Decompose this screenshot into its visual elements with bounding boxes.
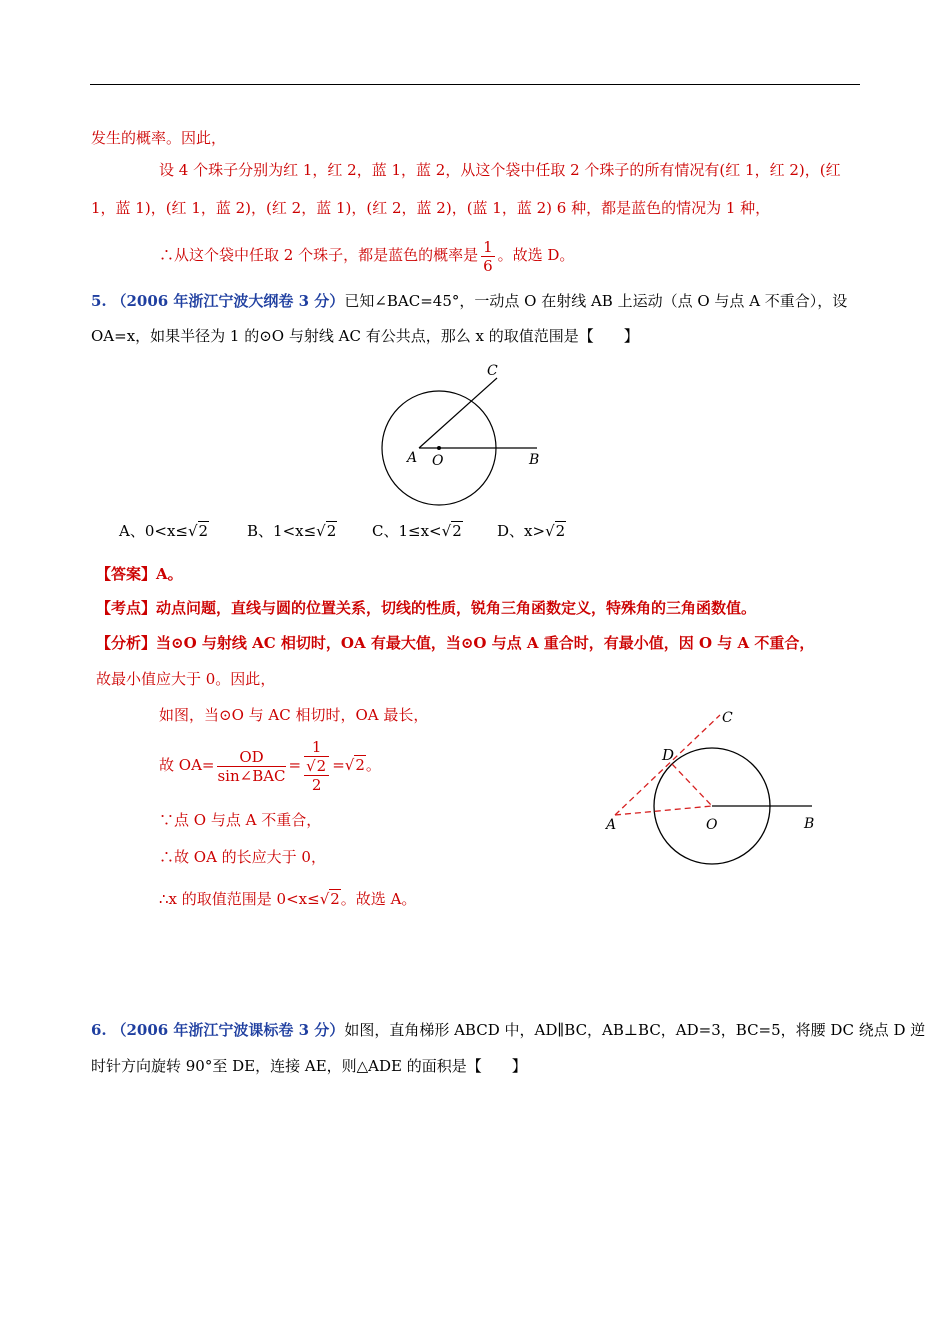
label-a: A (606, 817, 617, 833)
option-a-key: A、 (119, 522, 145, 540)
center-point (437, 446, 441, 450)
option-b[interactable] (247, 521, 337, 541)
solution-oa-label: 故 OA= (159, 756, 215, 774)
solution-range: ∴x 的取值范围是 0<x≤ (159, 890, 320, 908)
label-b: B (529, 452, 540, 468)
prev-line-4 (159, 236, 574, 275)
ray-ac (419, 378, 497, 448)
q5-text-1: 已知∠BAC=45°，一动点 O 在射线 AB 上运动（点 O 与点 A 不重合），设 (344, 292, 848, 310)
label-a: A (407, 450, 418, 466)
solution-line-4: ∴故 OA 的长应大于 0， (159, 848, 326, 866)
prev-line-3: 1，蓝 1)，(红 1，蓝 2)，(红 2，蓝 1)，(红 2，蓝 2)，(蓝 1，蓝 2) 6 种，都是蓝色的情况为 1 种， (91, 199, 771, 217)
q6-line-2: 时针方向旋转 90°至 DE，连接 AE，则△ADE 的面积是【 】 (91, 1057, 527, 1075)
ray-ac-dashed (615, 715, 720, 815)
option-c[interactable] (372, 521, 463, 541)
fraction-numerator: 1 (483, 237, 493, 256)
answer-line (96, 564, 183, 584)
sqrt: √2 (319, 890, 340, 908)
option-c-text: 1≤x< (398, 522, 442, 540)
prev-line-1: 发生的概率。因此， (91, 129, 227, 147)
option-b-key: B、 (247, 522, 274, 540)
prev-line-2: 设 4 个珠子分别为红 1，红 2，蓝 1，蓝 2，从这个袋中任取 2 个珠子的所有情况有(红 1，红 2)，(红 (159, 161, 841, 179)
option-d-key: D、 (497, 522, 525, 540)
label-c: C (722, 710, 733, 726)
label-o: O (432, 453, 444, 469)
option-d[interactable] (497, 521, 566, 541)
sqrt: √2 (441, 522, 462, 540)
fenxi-line-2: 故最小值应大于 0。因此， (96, 670, 276, 688)
one-over-half-root-fraction: $\frac{1}{\frac{√2}{2}}$ (304, 738, 329, 794)
label-o: O (706, 817, 718, 833)
q6-text-1: 如图，直角梯形 ABCD 中，AD∥BC，AB⊥BC，AD=3，BC=5，将腰 DC 绕点 D 逆 (344, 1021, 926, 1039)
answer-label: 【答案】 (96, 565, 157, 583)
q6-line-1 (91, 1020, 925, 1040)
option-a-text: 0<x≤ (144, 522, 188, 540)
sqrt: √2 (545, 522, 566, 540)
option-d-text: x> (524, 522, 546, 540)
label-c: C (487, 363, 498, 379)
solution-conclusion: 。故选 A。 (340, 890, 417, 908)
solution-line-2: 故 OA= $\frac{OD}{\text{sin∠BAC}}$ = $\frac{1}{\frac{√2}{2}}$ =√2。 (159, 732, 381, 798)
option-c-key: C、 (372, 522, 399, 540)
answer-value: A。 (156, 565, 183, 583)
sqrt: √2 (187, 522, 209, 540)
prev-line-4-text: ∴从这个袋中任取 2 个珠子，都是蓝色的概率是 (159, 246, 479, 264)
q5-figure (370, 358, 560, 514)
solution-figure (598, 700, 828, 880)
radius-od-dashed (672, 764, 712, 806)
sqrt: √2 (316, 522, 337, 540)
od-over-sin-fraction: $\frac{OD}{\text{sin∠BAC}}$ (217, 747, 286, 785)
segment-ao-dashed (615, 806, 712, 815)
fraction-denominator: 6 (483, 256, 493, 275)
option-a[interactable] (119, 521, 209, 541)
solution-line-5 (159, 889, 416, 909)
option-b-text: 1<x≤ (273, 522, 317, 540)
q5-number: 5. (91, 292, 107, 310)
fenxi-line-1 (96, 633, 814, 653)
q6-source: （2006 年浙江宁波课标卷 3 分） (111, 1021, 345, 1039)
fenxi-label: 【分析】 (96, 634, 157, 652)
header-rule (90, 84, 860, 85)
prev-line-4-end: 。故选 D。 (497, 246, 575, 264)
q5-line-1 (91, 291, 847, 311)
probability-fraction (481, 238, 495, 275)
kaodian-label: 【考点】 (96, 599, 157, 617)
label-b: B (804, 816, 815, 832)
q6-number: 6. (91, 1021, 107, 1039)
sqrt: √2 (344, 756, 365, 774)
q5-source: （2006 年浙江宁波大纲卷 3 分） (111, 292, 345, 310)
equals-sign: = (288, 756, 302, 774)
label-d: D (662, 746, 675, 764)
kaodian-line (96, 598, 756, 618)
solution-line-3: ∵点 O 与点 A 不重合， (159, 811, 322, 829)
q5-line-2: OA=x，如果半径为 1 的⊙O 与射线 AC 有公共点，那么 x 的取值范围是【 】 (91, 327, 639, 345)
kaodian-text: 动点问题，直线与圆的位置关系，切线的性质，锐角三角函数定义，特殊角的三角函数值。 (156, 599, 757, 617)
solution-line-1: 如图，当⊙O 与 AC 相切时，OA 最长， (159, 706, 429, 724)
fenxi-text-1: 当⊙O 与射线 AC 相切时，OA 有最大值，当⊙O 与点 A 重合时，有最小值，因 O 与 A 不重合， (156, 634, 815, 652)
